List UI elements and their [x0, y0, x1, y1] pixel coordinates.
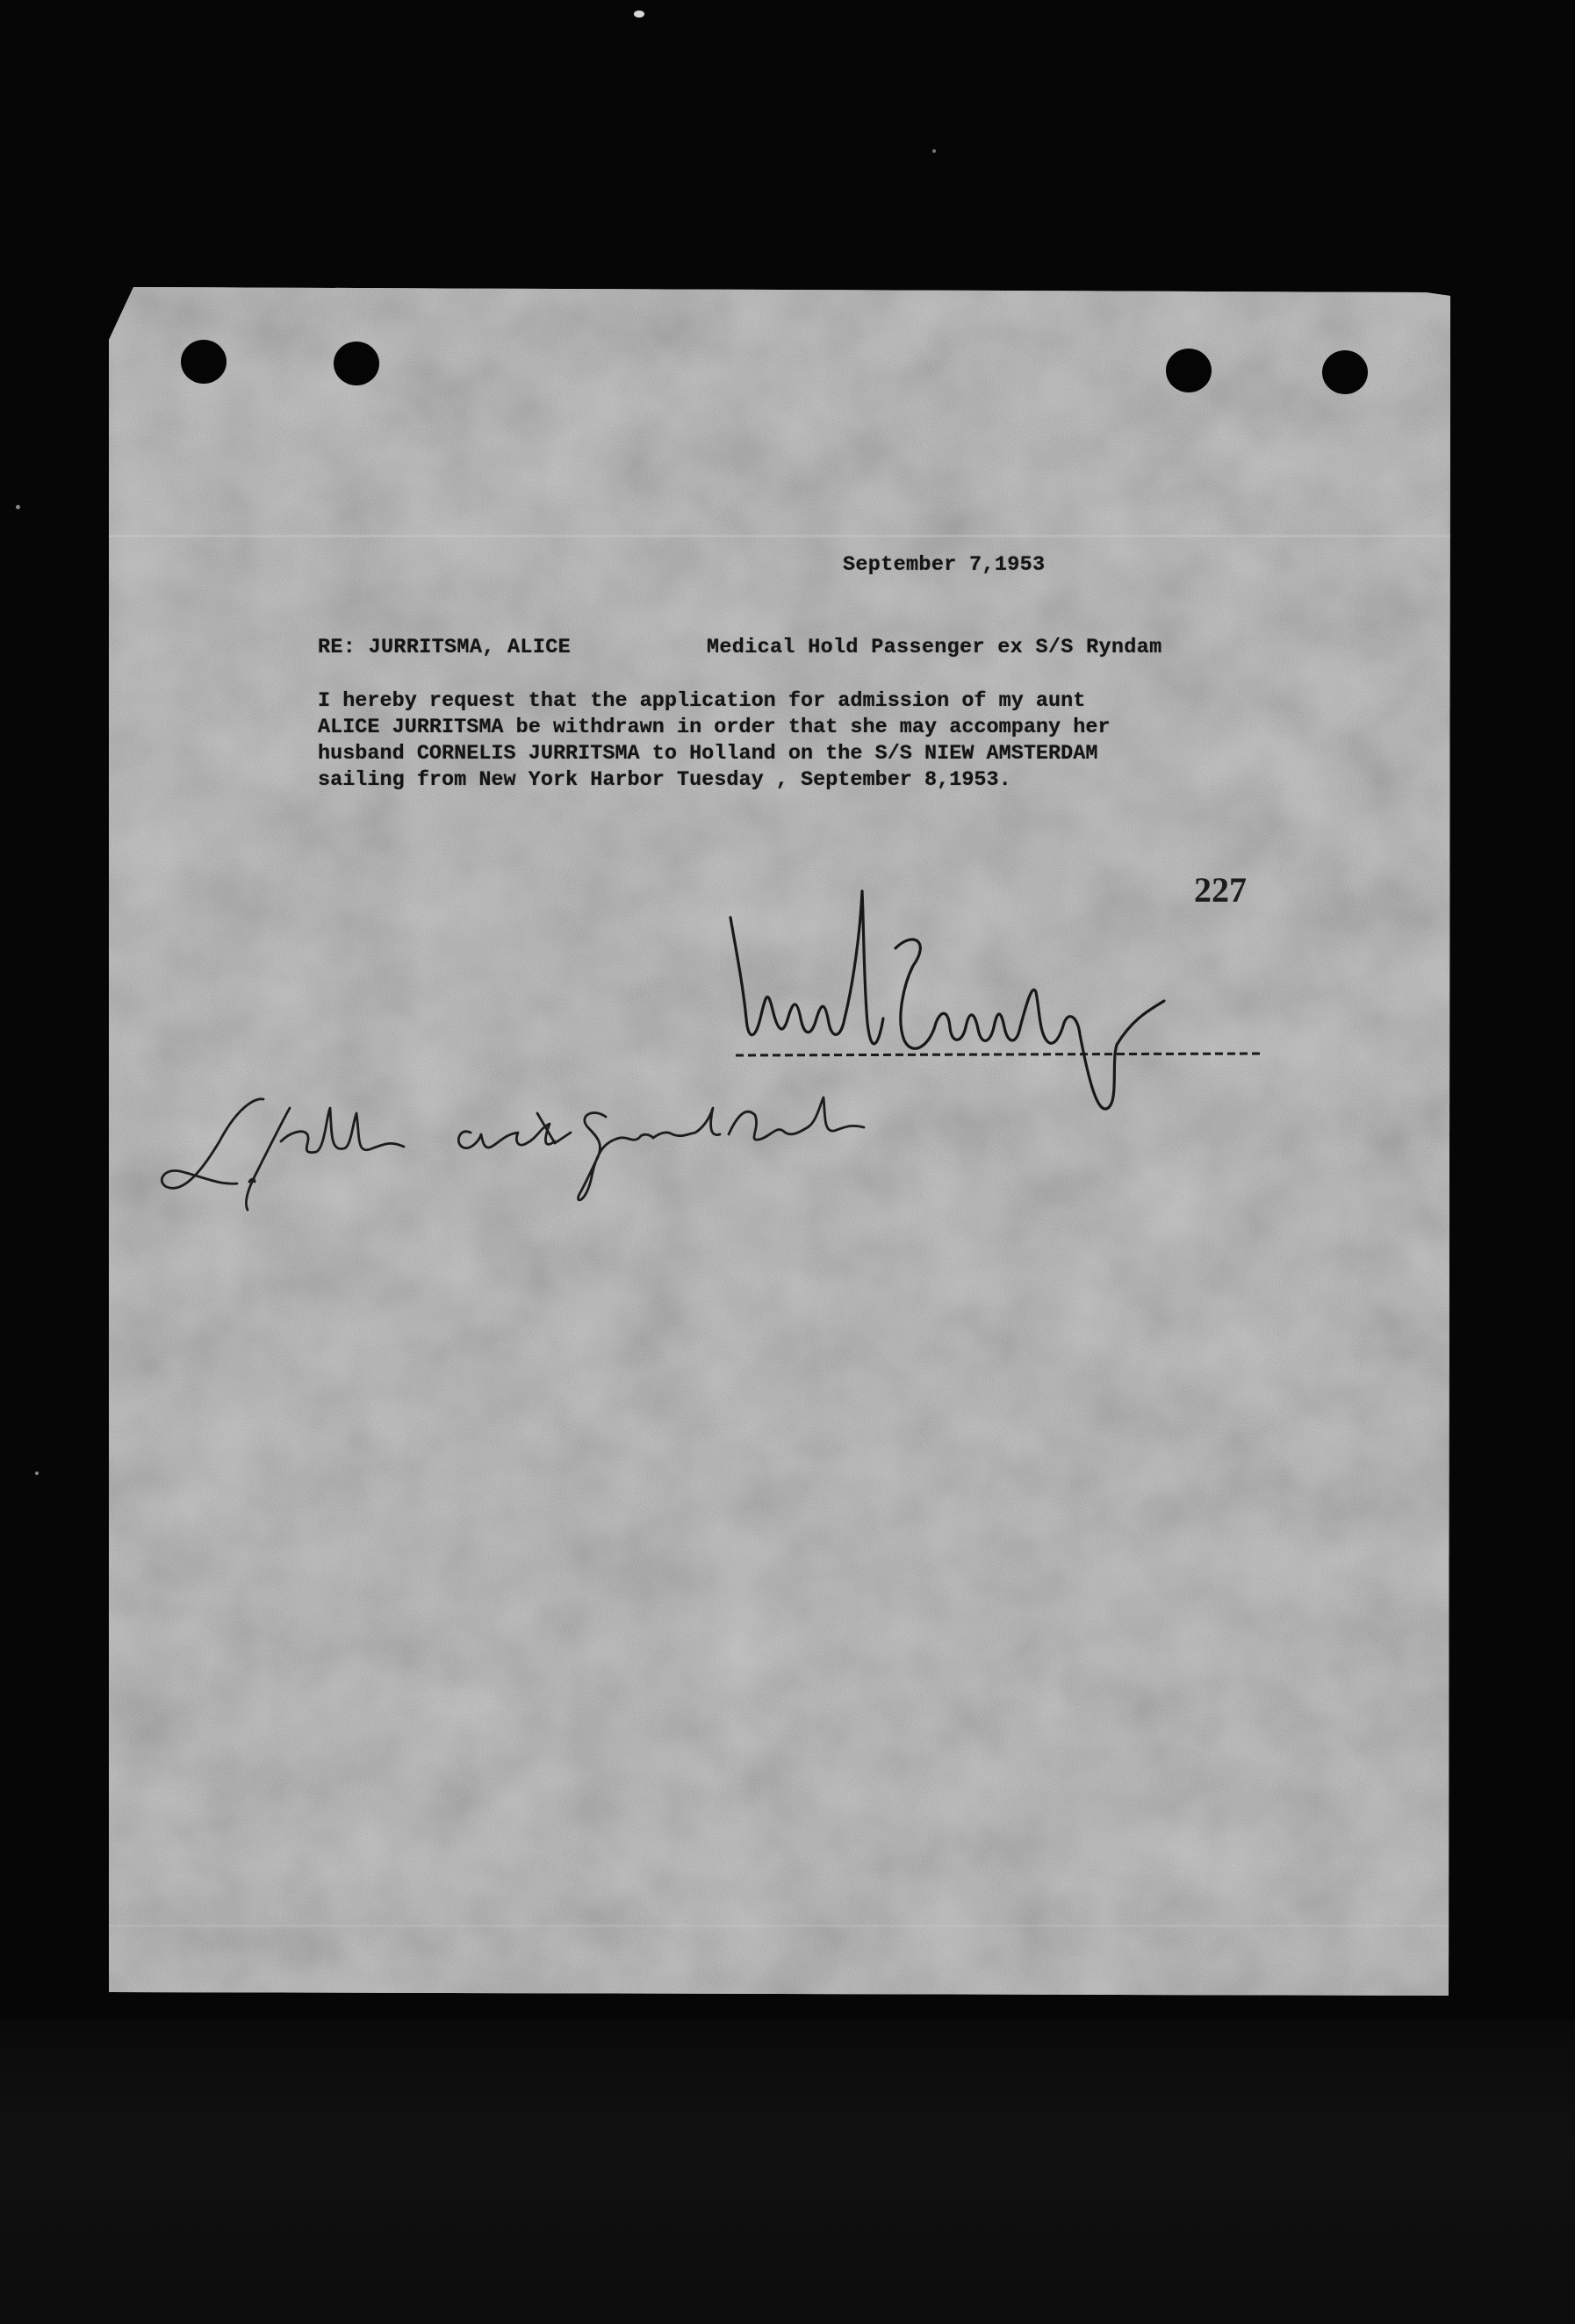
body-line: sailing from New York Harbor Tuesday , September 8,1953.	[318, 768, 1011, 792]
re-line: RE: JURRITSMA, ALICE	[318, 636, 572, 659]
page-number: 227	[1194, 870, 1247, 910]
body-line: ALICE JURRITSMA be withdrawn in order that she may accompany her	[318, 716, 1111, 739]
annotation-signature	[162, 1097, 864, 1210]
letter-date: September 7,1953	[843, 553, 1046, 577]
body-line: husband CORNELIS JURRITSMA to Holland on the S/S NIEW AMSTERDAM	[318, 742, 1098, 766]
body-line: I hereby request that the application for admission of my aunt	[318, 689, 1086, 713]
main-signature	[730, 891, 1164, 1109]
subject-line: Medical Hold Passenger ex S/S Ryndam	[707, 636, 1162, 659]
signature-line	[736, 1054, 1261, 1055]
